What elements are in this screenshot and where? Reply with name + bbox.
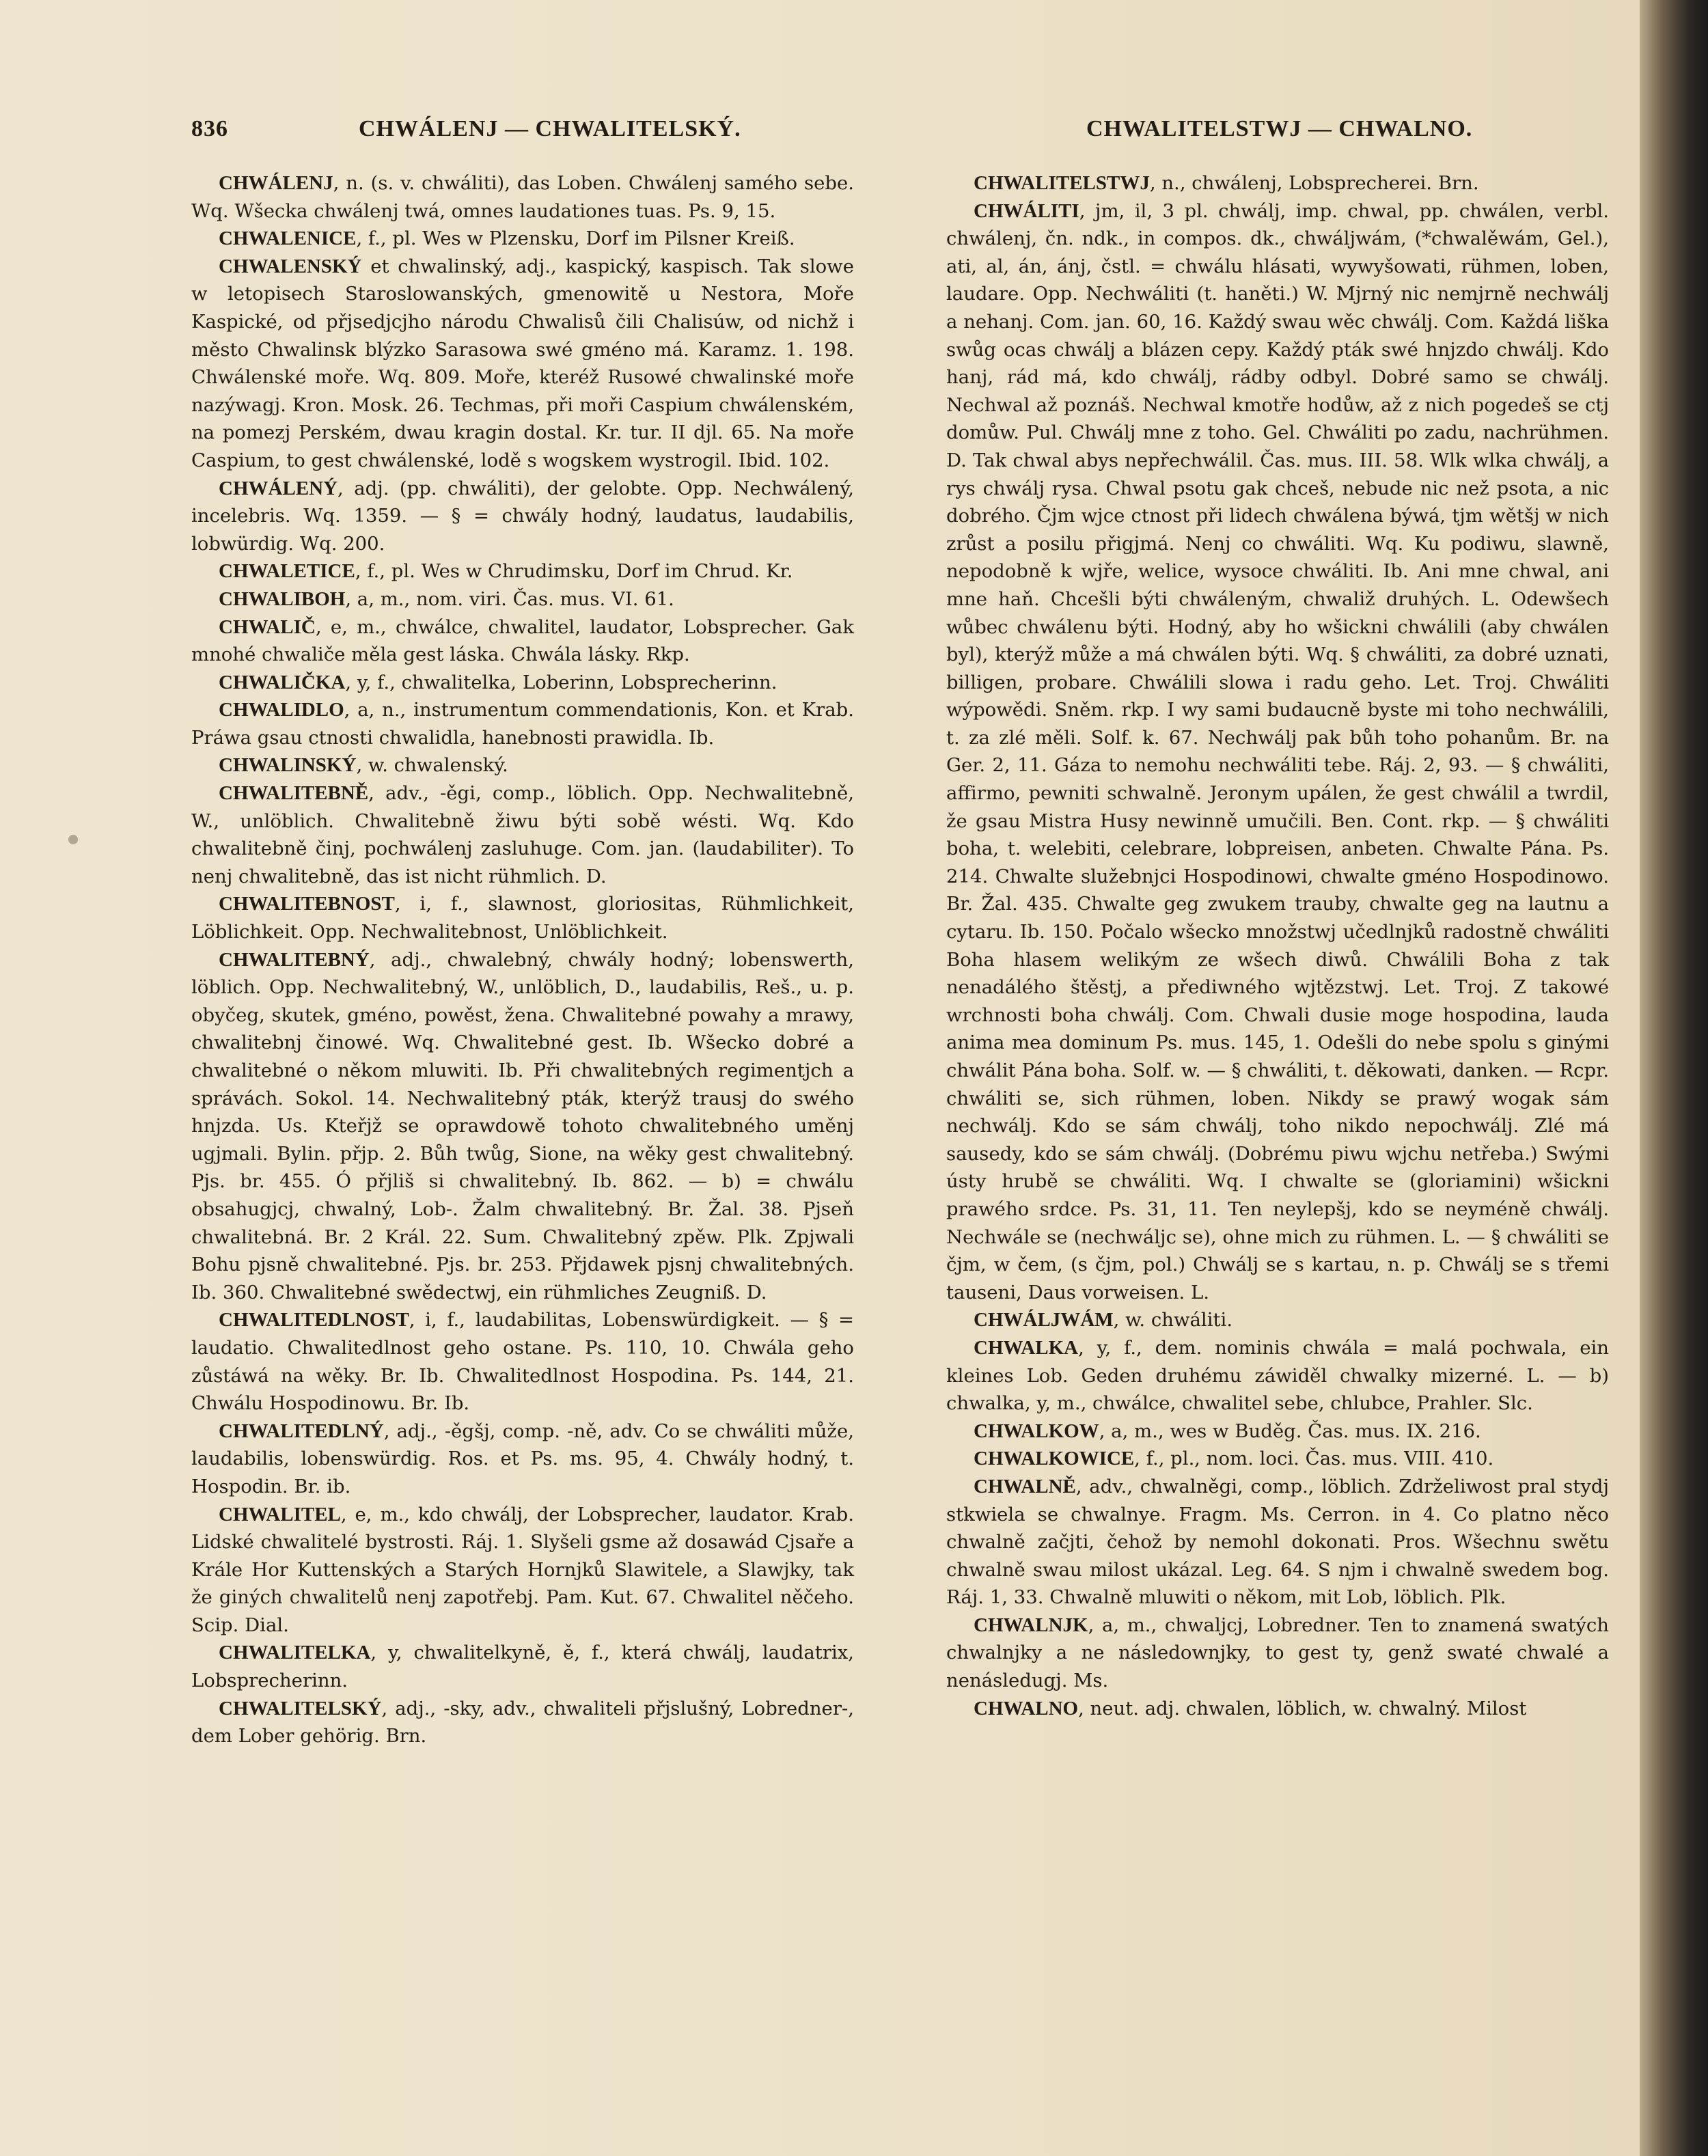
entry-text: , f., pl. Wes w Chrudimsku, Dorf im Chrud. Kr. xyxy=(355,560,793,583)
dictionary-entry xyxy=(946,1445,1609,1473)
entry-headword: CHWALIDLO xyxy=(219,699,344,721)
entry-text: , adj., -ěgšj, comp. -ně, adv. Co se chwáliti může, laudabilis, lobenswürdig. Ros. et Ps. ms. 95, 4. Chwály hodný, t. Hospodin. Br. ib. xyxy=(191,1420,854,1497)
page-blemish xyxy=(68,835,78,844)
entry-headword: CHWALKOW xyxy=(974,1420,1099,1442)
dictionary-entry xyxy=(191,1639,854,1694)
entry-headword: CHWALINSKÝ xyxy=(219,754,357,777)
entry-headword: CHWÁLJWÁM xyxy=(974,1309,1114,1331)
entry-text: , i, f., laudabilitas, Lobenswürdigkeit. — § = laudatio. Chwalitedlnost geho ostane. Ps. 110, 10. Chwála geho zůstáwá na wěky. Br. Ib. Chwalitedlnost Hospodina. Ps. 144, 21. Chwálu Hospodinowu. Br. Ib. xyxy=(191,1309,854,1415)
entry-text: , jm, il, 3 pl. chwálj, imp. chwal, pp. chwálen, verbl. chwálenj, čn. ndk., in compos. dk., chwáljwám, (*chwalěwám, Gel.), ati, al, án, ánj, čstl. = chwálu hlásati, wywyšowati, rühmen, loben, laudare. Opp. Nechwáliti (t. haněti.) W. Mjrný nic nemjrně nechwálj a nehanj. Com. jan. 60, 16. Každý swau wěc chwálj. Com. Každá liška swůg ocas chwálj a blázen cepy. Každý pták swé hnjzdo chwálj. Kdo hanj, rád má, kdo chwálj, rádby odbyl. Dobré samo se chwálj. Nechwal až poznáš. Nechwal kmotře hodůw, až z nich pogedeš se ctj domůw. Pul. Chwálj mne z toho. Gel. Chwáliti po zadu, nachrühmen. D. Tak chwal abys nepřechwálil. Čas. mus. III. 58. Wlk wlka chwálj, a rys chwálj rysa. Chwal psotu gak chceš, nebude nic než psota, a nic dobrého. Čjm wjce ctnost při lidech chwálena býwá, tjm wětšj w nich zrůst a posilu přigjmá. Nenj co chwáliti. Wq. Ku podiwu, slawně, nepodobně k wjře, welice, wysoce chwáliti. Ib. Ani mne chwal, ani mne haň. Chcešli býti chwáleným, chwaliž druhých. L. Odewšech wůbec chwálenu býti. Hodný, aby ho wšickni chwálili (aby chwálen byl), kterýž může a má chwálen býti. Wq. § chwáliti, za dobré uznati, billigen, probare. Chwálili slowa i radu geho. Let. Troj. Chwáliti wýpowědi. Sněm. rkp. I wy sami budaucně byste mi toho nechwálili, t. za zlé měli. Solf. k. 67. Nechwálj pak bůh toho pohanům. Br. na Ger. 2, 11. Gáza to nemohu nechwáliti tebe. Ráj. 2, 93. — § chwáliti, affirmo, pewniti schwalně. Jeronym upálen, že gest chwálil a twrdil, že gsau Mistra Husy newinně umučili. Ben. Cont. rkp. — § chwáliti boha, t. welebiti, celebrare, lobpreisen, anbeten. Chwalte Pána. Ps. 214. Chwalte služebnjci Hospodinowi, chwalte gméno Hospodinowo. Br. Žal. 435. Chwalte geg zwukem trauby, chwalte geg na lautnu a cytaru. Ib. 150. Počalo wšecko množstwj učedlnjků radostně chwáliti Boha hlasem welikým ze wšech diwů. Chwálili Boha z tak nenadálého štěstj, a přediwného wjtězstwj. Let. Troj. Z takowé wrchnosti boha chwálj. Com. Chwali dusie moge hospodina, lauda anima mea dominum Ps. mus. 145, 1. Odešli do nebe spolu s ginými chwálit Pána boha. Solf. w. — § chwáliti, t. děkowati, danken. — Rcpr. chwáliti se, sich rühmen, loben. Nikdy se prawý wogak sám nechwálj. Kdo se sám chwálj, toho nikdo nepochwálj. Zlé má sausedy, kdo se sám chwálj. (Dobrému piwu wjchu netřeba.) Swými ústy hrubě se chwáliti. Wq. I chwalte se (gloriamini) wšickni prawého srdce. Ps. 31, 11. Ten neylepšj, kdo se neyméně chwálj. Nechwále se (nechwáljc se), ohne mich zu rühmen. L. — § chwáliti se čjm, w čem, (s čjm, pol.) Chwálj se s kartau, n. p. Chwálj se s třemi tauseni, Daus vorweisen. L. xyxy=(946,199,1609,1303)
entry-text: , a, m., chwaljcj, Lobredner. Ten to znamená swatých chwalnjky a ne následownjky, to gest ty, genž swaté chwalé a nenásledugj. Ms. xyxy=(946,1614,1609,1692)
dictionary-entry xyxy=(191,751,854,779)
dictionary-entry xyxy=(191,1418,854,1501)
dictionary-entry xyxy=(191,613,854,669)
dictionary-entry xyxy=(191,225,854,253)
entry-text: , f., pl. Wes w Plzensku, Dorf im Pilsner Kreiß. xyxy=(356,227,795,250)
entry-text: , adv., -ěgi, comp., löblich. Opp. Nechwalitebně, W., unlöblich. Chwalitebně žiwu býti sobě wésti. Wq. Kdo chwalitebně činj, pochwálenj zasluhuge. Com. jan. (laudabiliter). To nenj chwalitebně, das ist nicht rühmlich. D. xyxy=(191,782,854,887)
left-running-head: CHWÁLENJ — CHWALITELSKÝ. xyxy=(359,116,741,141)
book-gutter-shadow xyxy=(1640,0,1708,2156)
entry-headword: CHWALKOWICE xyxy=(974,1448,1135,1470)
entry-text: , adj., chwalebný, chwály hodný; lobenswerth, löblich. Opp. Nechwalitebný, W., unlöblich, D., laudabilis, Reš., u. p. obyčeg, skutek, gméno, powěst, žena. Chwalitebné powahy a mrawy, chwalitebnj činowé. Wq. Chwalitebné gest. Ib. Wšecko dobré a chwalitebné o někom mluwiti. Ib. Při chwalitebných regimentjch a správách. Sokol. 14. Nechwalitebný pták, kterýž trausj do swého hnjzda. Us. Kteřjž se oprawdowě tohoto chwalitebného uměnj ugjmali. Bylin. přjp. 2. Bůh twůg, Sione, na wěky gest chwalitebný. Pjs. br. 455. Ó přjliš si chwalitebný. Ib. 862. — b) = chwálu obsahugjcj, chwalný, Lob-. Žalm chwalitebný. Br. Žal. 38. Pjseň chwalitebná. Br. 2 Král. 22. Sum. Chwalitebný zpěw. Plk. Zpjwali Bohu pjsně chwalitebné. Pjs. br. 253. Přjdawek pjsnj chwalitebných. Ib. 360. Chwalitebné swědectwj, ein rühmliches Zeugniß. D. xyxy=(191,948,854,1303)
entry-text: , y, chwalitelkyně, ě, f., která chwálj, laudatrix, Lobsprecherinn. xyxy=(191,1642,854,1692)
entry-headword: CHWALNĚ xyxy=(974,1475,1076,1497)
dictionary-entry xyxy=(946,1473,1609,1612)
dictionary-entry xyxy=(946,1334,1609,1418)
entry-headword: CHWALITELSKÝ xyxy=(219,1697,382,1719)
entry-headword: CHWALITEBNĚ xyxy=(219,782,369,805)
entry-text: , neut. adj. chwalen, löblich, w. chwalný. Milost xyxy=(1078,1697,1527,1719)
entry-headword: CHWALITEBNOST xyxy=(219,893,395,915)
entry-headword: CHWALETICE xyxy=(219,560,355,583)
entry-headword: CHWALENSKÝ xyxy=(219,255,362,277)
entry-text: et chwalinský, adj., kaspický, kaspisch. Tak slowe w letopisech Staroslowanských, gmenowitě u Nestora, Moře Kaspické, od přjsedjcjho národu Chwalisů čili Chalisúw, od nichž i město Chwalinsk blýzko Sarasowa swé gméno má. Karamz. 1. 198. Chwálenské moře. Wq. 809. Moře, kteréž Rusowé chwalinské moře nazýwagj. Kron. Mosk. 26. Techmas, při moři Caspium chwálenském, na pomezj Perském, dwau kragin dostal. Kr. tur. II djl. 65. Na moře Caspium, to gest chwálenské, lodě s wogskem wystrogil. Ibid. 102. xyxy=(191,255,854,471)
right-running-head: CHWALITELSTWJ — CHWALNO. xyxy=(1086,116,1473,141)
dictionary-entry xyxy=(191,890,854,945)
dictionary-entry xyxy=(191,1501,854,1640)
entry-headword: CHWALIČKA xyxy=(219,671,346,693)
entry-text: , n. (s. v. chwáliti), das Loben. Chwálenj samého sebe. Wq. Wšecka chwálenj twá, omnes laudationes tuas. Ps. 9, 15. xyxy=(191,172,854,222)
dictionary-entry xyxy=(946,1695,1609,1723)
dictionary-entry xyxy=(191,475,854,558)
entry-headword: CHWALITELKA xyxy=(219,1642,371,1664)
dictionary-entry xyxy=(946,1612,1609,1695)
dictionary-entry xyxy=(191,1306,854,1417)
entry-text: , w. chwalenský. xyxy=(356,754,508,777)
dictionary-entry xyxy=(946,1418,1609,1446)
entry-text: , y, f., chwalitelka, Loberinn, Lobsprecherinn. xyxy=(345,671,777,693)
entry-headword: CHWALKA xyxy=(974,1336,1079,1359)
entry-text: , a, m., wes w Buděg. Čas. mus. IX. 216. xyxy=(1099,1420,1481,1442)
entry-headword: CHWALITEDLNOST xyxy=(219,1309,409,1331)
entry-text: , y, f., dem. nominis chwála = malá pochwala, ein kleines Lob. Geden druhému záwiděl chwalky mizerné. L. — b) chwalka, y, m., chwálce, chwalitel sebe, chlubce, Prahler. Slc. xyxy=(946,1336,1609,1415)
entry-text: , f., pl., nom. loci. Čas. mus. VIII. 410. xyxy=(1134,1448,1494,1470)
dictionary-entry xyxy=(191,696,854,751)
entry-headword: CHWALITEDLNÝ xyxy=(219,1420,384,1442)
entry-text: , adv., chwalněgi, comp., löblich. Zdrželiwost pral stydj stkwiela se chwalnye. Fragm. Ms. Cerron. in 4. Co platno něco chwalně začjti, čehož by nemohl dokonati. Pros. Wšechnu swětu chwalně swau milost ukázal. Leg. 64. S njm i chwalně swedem bog. Ráj. 1, 33. Chwalně mluwiti o někom, mit Lob, löblich. Plk. xyxy=(946,1475,1609,1609)
dictionary-entry xyxy=(946,197,1609,1307)
entry-headword: CHWÁLENJ xyxy=(219,172,333,194)
page-number: 836 xyxy=(191,116,228,141)
entry-text: , i, f., slawnost, gloriositas, Rühmlichkeit, Löblichkeit. Opp. Nechwalitebnost, Unlöblichkeit. xyxy=(191,893,854,943)
entry-text: , a, m., nom. viri. Čas. mus. VI. 61. xyxy=(345,588,674,610)
entry-headword: CHWALITEBNÝ xyxy=(219,948,370,971)
dictionary-entry xyxy=(191,669,854,697)
dictionary-entry xyxy=(191,169,854,225)
left-column xyxy=(191,169,854,1750)
entry-headword: CHWÁLENÝ xyxy=(219,477,338,499)
dictionary-entry xyxy=(191,1695,854,1750)
dictionary-entry xyxy=(946,169,1609,197)
entry-headword: CHWALNJK xyxy=(974,1614,1088,1636)
entry-headword: CHWALIČ xyxy=(219,616,316,638)
dictionary-entry xyxy=(191,557,854,585)
entry-text: , adj., -sky, adv., chwaliteli přjslušný, Lobredner-, dem Lober gehörig. Brn. xyxy=(191,1697,854,1747)
page-header xyxy=(191,116,1612,157)
entry-headword: CHWÁLITI xyxy=(974,199,1079,222)
dictionary-entry xyxy=(946,1306,1609,1334)
dictionary-entry xyxy=(191,585,854,613)
entry-text: , n., chwálenj, Lobsprecherei. Brn. xyxy=(1149,172,1479,194)
entry-text: , adj. (pp. chwáliti), der gelobte. Opp. Nechwálený, incelebris. Wq. 1359. — § = chwály hodný, laudatus, laudabilis, lobwürdig. Wq. 200. xyxy=(191,477,854,555)
entry-headword: CHWALITELSTWJ xyxy=(974,172,1150,194)
entry-headword: CHWALITEL xyxy=(219,1503,341,1525)
entry-headword: CHWALIBOH xyxy=(219,588,346,610)
dictionary-entry xyxy=(191,946,854,1307)
entry-text: , e, m., chwálce, chwalitel, laudator, Lobsprecher. Gak mnohé chwaliče měla gest láska. Chwála lásky. Rkp. xyxy=(191,616,854,666)
right-column xyxy=(946,169,1609,1722)
entry-headword: CHWALENICE xyxy=(219,227,357,250)
entry-text: , w. chwáliti. xyxy=(1113,1309,1233,1331)
dictionary-entry xyxy=(191,253,854,475)
entry-text: , e, m., kdo chwálj, der Lobsprecher, laudator. Krab. Lidské chwalitelé bystrosti. Ráj. 1. Slyšeli gsme až dosawád Cjsaře a Krále Hor Kuttenských a Starých Hornjků Slawitele, a Slawjky, tak že giných chwalitelů nenj zapotřebj. Pam. Kut. 67. Chwalitel něčeho. Scip. Dial. xyxy=(191,1503,854,1636)
entry-text: , a, n., instrumentum commendationis, Kon. et Krab. Práwa gsau ctnosti chwalidla, hanebnosti prawidla. Ib. xyxy=(191,699,854,749)
dictionary-entry xyxy=(191,779,854,890)
entry-headword: CHWALNO xyxy=(974,1697,1079,1719)
